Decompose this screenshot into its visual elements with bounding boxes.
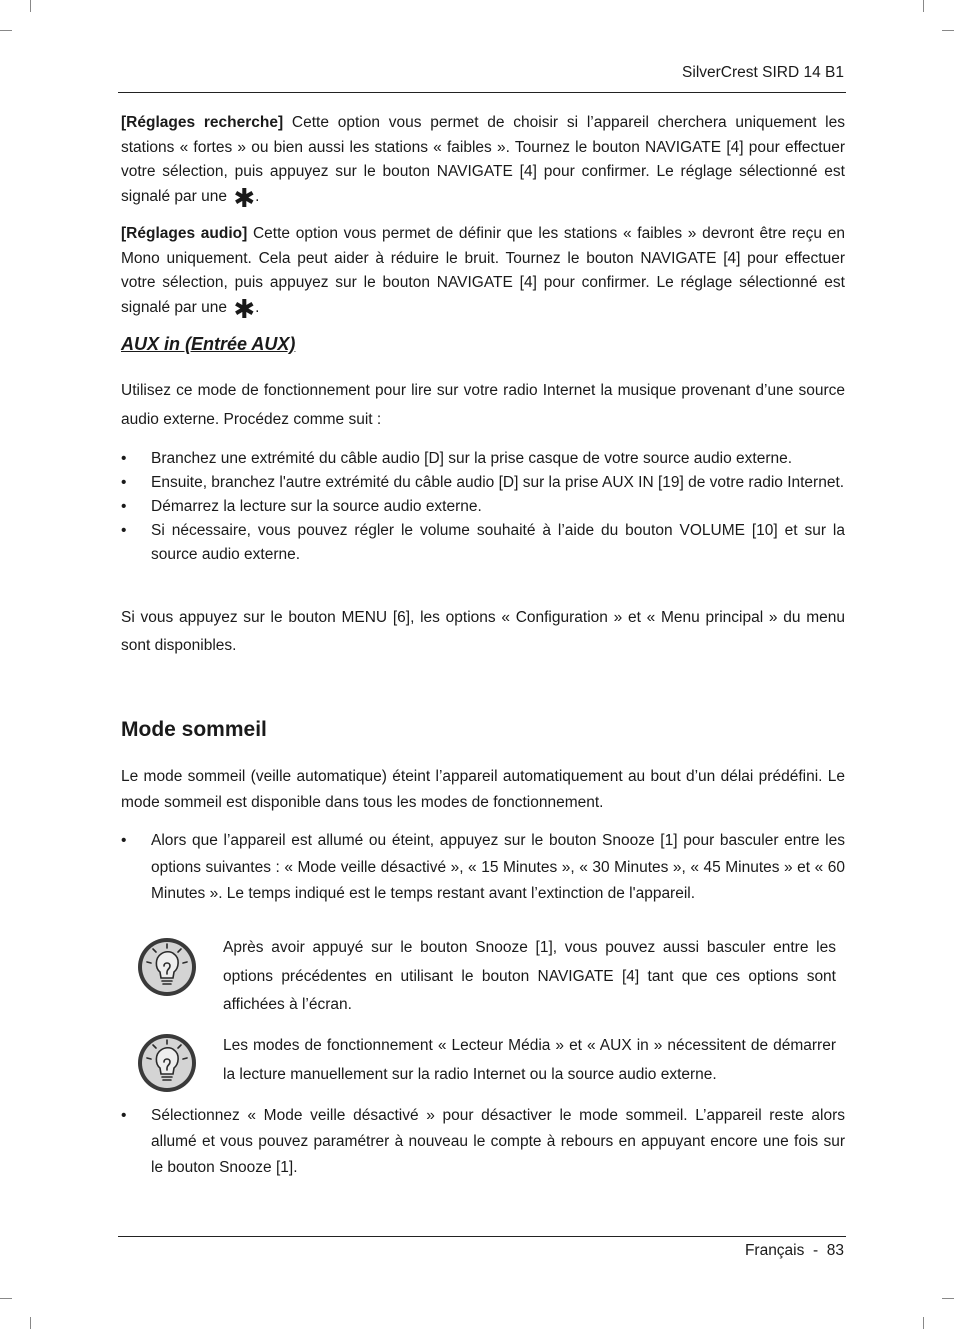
aux-steps-list bbox=[121, 447, 845, 567]
list-item: • Si nécessaire, vous pouvez régler le volume souhaité à l’aide du bouton VOLUME [10] et sur la source audio externe. bbox=[121, 519, 845, 567]
crop-mark bbox=[0, 1298, 12, 1299]
header-product: SilverCrest SIRD 14 B1 bbox=[682, 64, 844, 81]
aux-heading: AUX in (Entrée AUX) bbox=[121, 334, 296, 354]
aux-menu-note-text: Si vous appuyez sur le bouton MENU [6], les options « Configuration » et « Menu principal » du menu sont disponibles. bbox=[121, 609, 845, 654]
crop-mark bbox=[0, 30, 12, 31]
crop-mark bbox=[923, 0, 924, 12]
sleep-heading: Mode sommeil bbox=[121, 718, 267, 741]
sleep-intro-text: Le mode sommeil (veille automatique) éteint l’appareil automatiquement au bout d’un délai prédéfini. Le mode sommeil est disponible dans tous les modes de fonctionnement. bbox=[121, 768, 845, 811]
crop-mark bbox=[942, 1298, 954, 1299]
search-settings-label: [Réglages recherche] bbox=[121, 114, 284, 131]
audio-settings-text: Cette option vous permet de définir que les stations « faibles » devront être reçu en Mono uniquement. Cela peut aider à réduire le bruit. Tournez le bouton NAVIGATE [4] pour effectuer votre sélection, puis appuyez sur le bouton NAVIGATE [4] pour confirmer. Le réglage sélectionné est signalé par une bbox=[121, 225, 845, 316]
lightbulb-icon bbox=[136, 1032, 198, 1094]
footer-rule bbox=[118, 1236, 846, 1237]
crop-mark bbox=[923, 1317, 924, 1329]
aux-intro-text: Utilisez ce mode de fonctionnement pour lire sur votre radio Internet la musique provenant d’une source audio externe. Procédez comme suit : bbox=[121, 382, 845, 428]
period: . bbox=[255, 187, 260, 205]
period: . bbox=[255, 298, 260, 316]
footer-page: Français - 83 bbox=[744, 1242, 844, 1259]
list-item: • Démarrez la lecture sur la source audio externe. bbox=[121, 495, 845, 519]
list-item: • Sélectionnez « Mode veille désactivé » pour désactiver le mode sommeil. L’appareil reste alors allumé et vous pouvez paramétrer à nouveau le compte à rebours en appuyant encore une fois sur le bouton Snooze [1]. bbox=[121, 1103, 845, 1181]
list-item: • Ensuite, branchez l'autre extrémité du câble audio [D] sur la prise AUX IN [19] de votre radio Internet. bbox=[121, 471, 845, 495]
audio-settings-paragraph: [Réglages audio] Cette option vous permet de définir que les stations « faibles » devront être reçu en Mono uniquement. Cela peut aider à réduire le bruit. Tournez le bouton NAVIGATE [4] pour effectuer votre sélection, puis appuyez sur le bouton NAVIGATE [4] pour confirmer. Le réglage sélectionné est signalé par une ✱. bbox=[121, 225, 845, 324]
crop-mark bbox=[942, 30, 954, 31]
header-rule bbox=[118, 92, 846, 93]
sleep-list-2 bbox=[121, 1103, 845, 1181]
crop-mark bbox=[30, 0, 31, 12]
aux-intro bbox=[121, 376, 845, 434]
sleep-intro bbox=[121, 764, 845, 816]
tip-text-1: Après avoir appuyé sur le bouton Snooze [1], vous pouvez aussi basculer entre les options précédentes en utilisant le bouton NAVIGATE [4] tant que ces options sont affichées à l’écran. bbox=[223, 939, 836, 1013]
search-settings-paragraph: [Réglages recherche] Cette option vous permet de choisir si l’appareil cherchera uniquement les stations « fortes » ou bien aussi les stations « faibles ». Tournez le bouton NAVIGATE [4] pour effectuer votre sélection, puis appuyez sur le bouton NAVIGATE [4] pour confirmer. Le réglage sélectionné est signalé par une ✱. bbox=[121, 114, 845, 213]
list-item: • Alors que l’appareil est allumé ou éteint, appuyez sur le bouton Snooze [1] pour basculer entre les options suivantes : « Mode veille désactivé », « 15 Minutes », « 30 Minutes », « 45 Minutes » et « 60 Minutes ». Le temps indiqué est le temps restant avant l’extinction de l'appareil. bbox=[121, 828, 845, 908]
audio-settings-label: [Réglages audio] bbox=[121, 225, 248, 242]
crop-mark bbox=[30, 1317, 31, 1329]
search-settings-text: Cette option vous permet de choisir si l’appareil cherchera uniquement les stations « fortes » ou bien aussi les stations « faibles ». Tournez le bouton NAVIGATE [4] pour effectuer votre sélection, puis appuyez sur le bouton NAVIGATE [4] pour confirmer. Le réglage sélectionné est signalé par une bbox=[121, 114, 845, 205]
tip-text-2: Les modes de fonctionnement « Lecteur Média » et « AUX in » nécessitent de démarrer la lecture manuellement sur la radio Internet ou la source audio externe. bbox=[223, 1037, 836, 1083]
list-item: • Branchez une extrémité du câble audio [D] sur la prise casque de votre source audio externe. bbox=[121, 447, 845, 471]
lightbulb-icon bbox=[136, 936, 198, 998]
aux-menu-note bbox=[121, 604, 845, 660]
sleep-list-1 bbox=[121, 828, 845, 908]
